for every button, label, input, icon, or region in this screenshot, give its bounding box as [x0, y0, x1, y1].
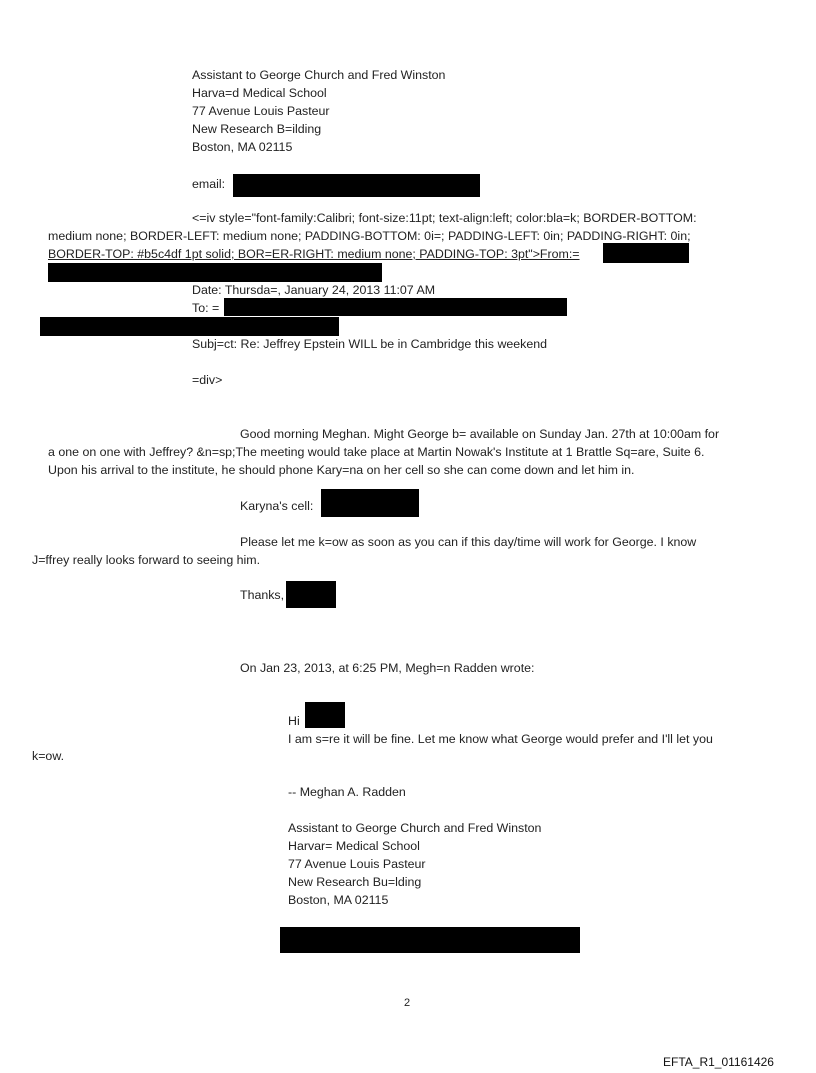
quoted-intro: On Jan 23, 2013, at 6:25 PM, Megh=n Radden wrote: — [240, 661, 535, 675]
redaction-from-continued — [48, 263, 382, 282]
page-number: 2 — [404, 997, 411, 1009]
email-label: email: — [192, 177, 226, 191]
html-residue-line-3: BORDER-TOP: #b5c4df 1pt solid; BOR=ER-RIGHT: medium none; PADDING-TOP: 3pt">From:= — [48, 247, 580, 261]
div-tag-residue: =div> — [192, 373, 223, 387]
quoted-signature-city: Boston, MA 02115 — [288, 893, 389, 907]
cell-label: Karyna's cell: — [240, 499, 314, 513]
body-para1-line-3: Upon his arrival to the institute, he should phone Kary=na on her cell so she can come down and let him in. — [48, 463, 635, 477]
redaction-quoted-email — [280, 927, 580, 953]
signature-line-building: New Research B=ilding — [192, 122, 322, 136]
redaction-greeting-name — [305, 702, 345, 728]
body-para2-line-2: J=ffrey really looks forward to seeing him. — [32, 553, 261, 567]
body-para2-line-1: Please let me k=ow as soon as you can if this day/time will work for George. I know — [240, 535, 697, 549]
html-residue-line-2: medium none; BORDER-LEFT: medium none; PADDING-BOTTOM: 0i=; PADDING-LEFT: 0in; PADDING-RIGHT: 0in; — [48, 229, 691, 243]
quoted-line-2: k=ow. — [32, 749, 65, 763]
quoted-line-1: I am s=re it will be fine. Let me know what George would prefer and I'll let you — [288, 732, 713, 746]
redaction-cell — [321, 489, 419, 517]
body-para1-line-2: a one on one with Jeffrey? &n=sp;The meeting would take place at Martin Nowak's Institute at 1 Brattle Sq=are, Suite 6. — [48, 445, 705, 459]
signature-line-school: Harva=d Medical School — [192, 86, 327, 100]
quoted-signature-school: Harvar= Medical School — [288, 839, 420, 853]
redaction-to-continued — [40, 317, 339, 336]
date-line: Date: Thursda=, January 24, 2013 11:07 AM — [192, 283, 436, 297]
quoted-signature-street: 77 Avenue Louis Pasteur — [288, 857, 426, 871]
redaction-from — [603, 243, 689, 263]
redaction-thanks-name — [286, 581, 336, 608]
redaction-to — [224, 298, 567, 316]
body-para1-line-1: Good morning Meghan. Might George b= available on Sunday Jan. 27th at 10:00am for — [240, 427, 720, 441]
quoted-signature-title: Assistant to George Church and Fred Winston — [288, 821, 542, 835]
signature-line-title: Assistant to George Church and Fred Winston — [192, 68, 446, 82]
thanks-line: Thanks, — [240, 588, 285, 602]
document-id-footer: EFTA_R1_01161426 — [663, 1055, 774, 1069]
quoted-signature-name: -- Meghan A. Radden — [288, 785, 406, 799]
quoted-greeting: Hi — [288, 714, 300, 728]
html-residue-line-1: <=iv style="font-family:Calibri; font-size:11pt; text-align:left; color:bla=k; BORDER-BOTTOM: — [192, 211, 697, 225]
to-label: To: = — [192, 301, 220, 315]
signature-line-street: 77 Avenue Louis Pasteur — [192, 104, 330, 118]
redaction-email — [233, 174, 480, 197]
quoted-signature-building: New Research Bu=lding — [288, 875, 422, 889]
subject-line: Subj=ct: Re: Jeffrey Epstein WILL be in Cambridge this weekend — [192, 337, 548, 351]
signature-line-city: Boston, MA 02115 — [192, 140, 293, 154]
